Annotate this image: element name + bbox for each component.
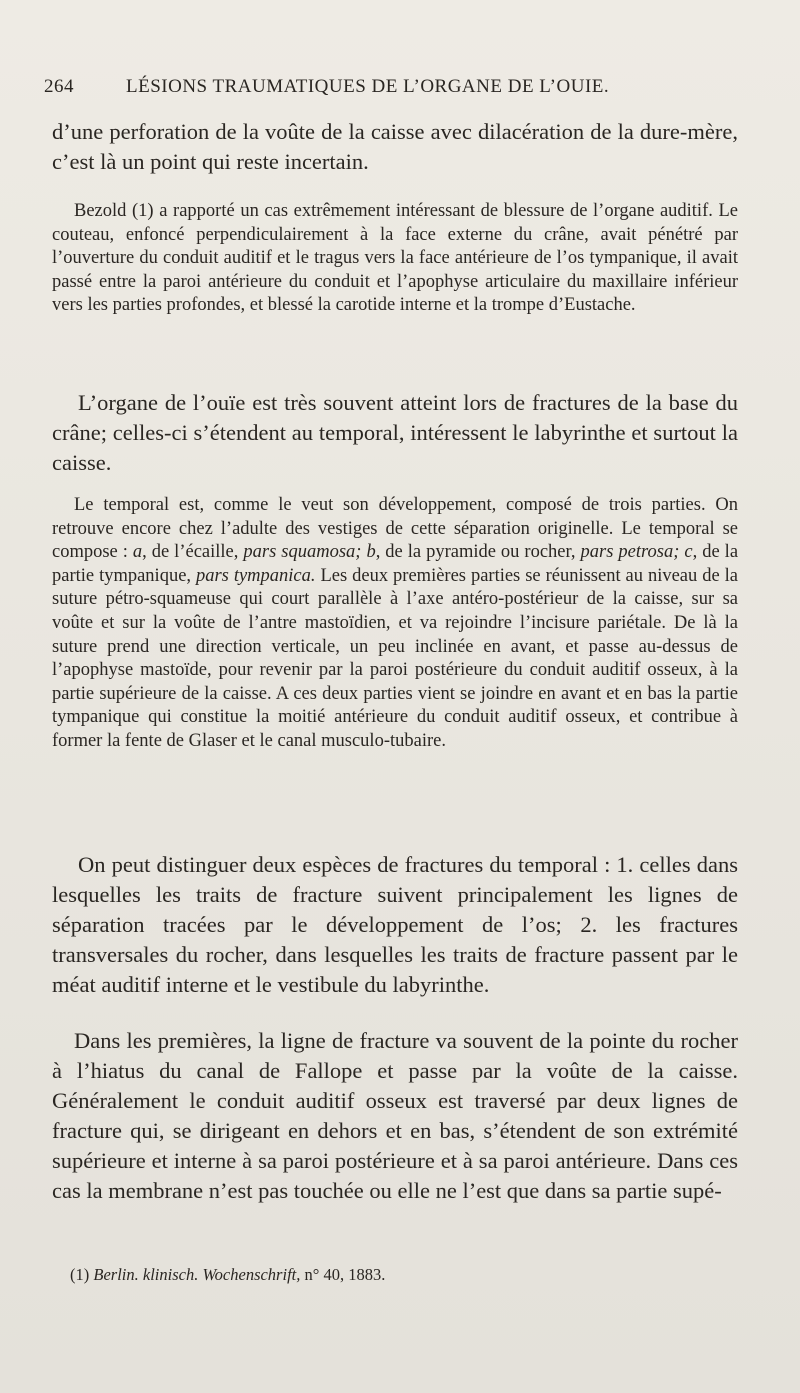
paragraph-text: Dans les premières, la ligne de fracture va souvent de la pointe du rocher à l’hiatus du canal de Fallope et passe par la voûte de la caisse. Généralement le conduit auditif osseux est traversé par deux lignes de fracture qui, se dirigeant en dehors et en bas, s’étendent de son extrémité supérieure et interne à sa paroi postérieure et à sa paroi antérieure. Dans ces cas la membrane n’est pas touchée ou elle ne l’est que dans sa partie supé- <box>52 1028 738 1203</box>
footnote-source: Berlin. klinisch. Wochenschrift, <box>93 1265 301 1284</box>
footnote <box>70 1265 730 1285</box>
page-number: 264 <box>44 76 74 97</box>
paragraph-temporal <box>52 494 738 754</box>
running-title: LÉSIONS TRAUMATIQUES DE L’ORGANE DE L’OUIE. <box>126 76 610 97</box>
paragraph-bezold <box>52 200 738 318</box>
paragraph-text: L’organe de l’ouïe est très souvent atteint lors de fractures de la base du crâne; celles-ci s’étendent au temporal, intéressent le labyrinthe et surtout la caisse. <box>52 390 738 475</box>
paragraph-text: Le temporal est, comme le veut son développement, composé de trois parties. On retrouve encore chez l’adulte des vestiges de cette séparation originelle. Le temporal se compose : a, de l’écaille, pars squamosa; b, de la pyramide ou rocher, pars petrosa; c, de la partie tympanique, pars tympanica. Les deux premières parties se réunissent au niveau de la suture pétro-squameuse qui court parallèle à l’axe antéro-postérieur de la caisse, sur sa voûte et sur la voûte de l’antre mastoïdien, et va rejoindre l’incisure pariétale. De là la suture prend une direction verticale, un peu inclinée en avant, et passe au-dessus de l’apophyse mastoïde, pour revenir par la paroi postérieure du conduit auditif osseux, à la partie supérieure de la caisse. A ces deux parties vient se joindre en avant et en bas la partie tympanique qui constitue la moitié antérieure du conduit auditif osseux, et contribue à former la fente de Glaser et le canal musculo-tubaire. <box>52 495 739 751</box>
paragraph-premieres <box>52 1026 738 1206</box>
paragraph-continuation <box>52 117 738 177</box>
paragraph-text: On peut distinguer deux espèces de fractures du temporal : 1. celles dans lesquelles les traits de fracture suivent principalement les lignes de séparation tracées par le développement de l’os; 2. les fractures transversales du rocher, dans lesquelles les traits de fracture passent par le méat auditif interne et le vestibule du labyrinthe. <box>52 852 738 997</box>
footnote-details: n° 40, 1883. <box>300 1265 386 1284</box>
paragraph-text: d’une perforation de la voûte de la caisse avec dilacération de la dure-mère, c’est là un point qui reste incertain. <box>52 119 738 174</box>
footnote-marker: (1) <box>70 1265 90 1284</box>
running-header <box>44 76 754 98</box>
paragraph-text: Bezold (1) a rapporté un cas extrêmement intéressant de blessure de l’organe auditif. Le couteau, enfoncé perpendiculairement à la face externe du crâne, avait pénétré par l’ouverture du conduit auditif et le tragus vers la face antérieure de l’os tympanique, il avait passé entre la paroi antérieure du conduit et l’apophyse articulaire du maxillaire inférieur vers les parties profondes, et blessé la carotide interne et la trompe d’Eustache. <box>52 201 738 316</box>
paragraph-organe <box>52 388 738 478</box>
paragraph-fractures <box>52 850 738 1000</box>
